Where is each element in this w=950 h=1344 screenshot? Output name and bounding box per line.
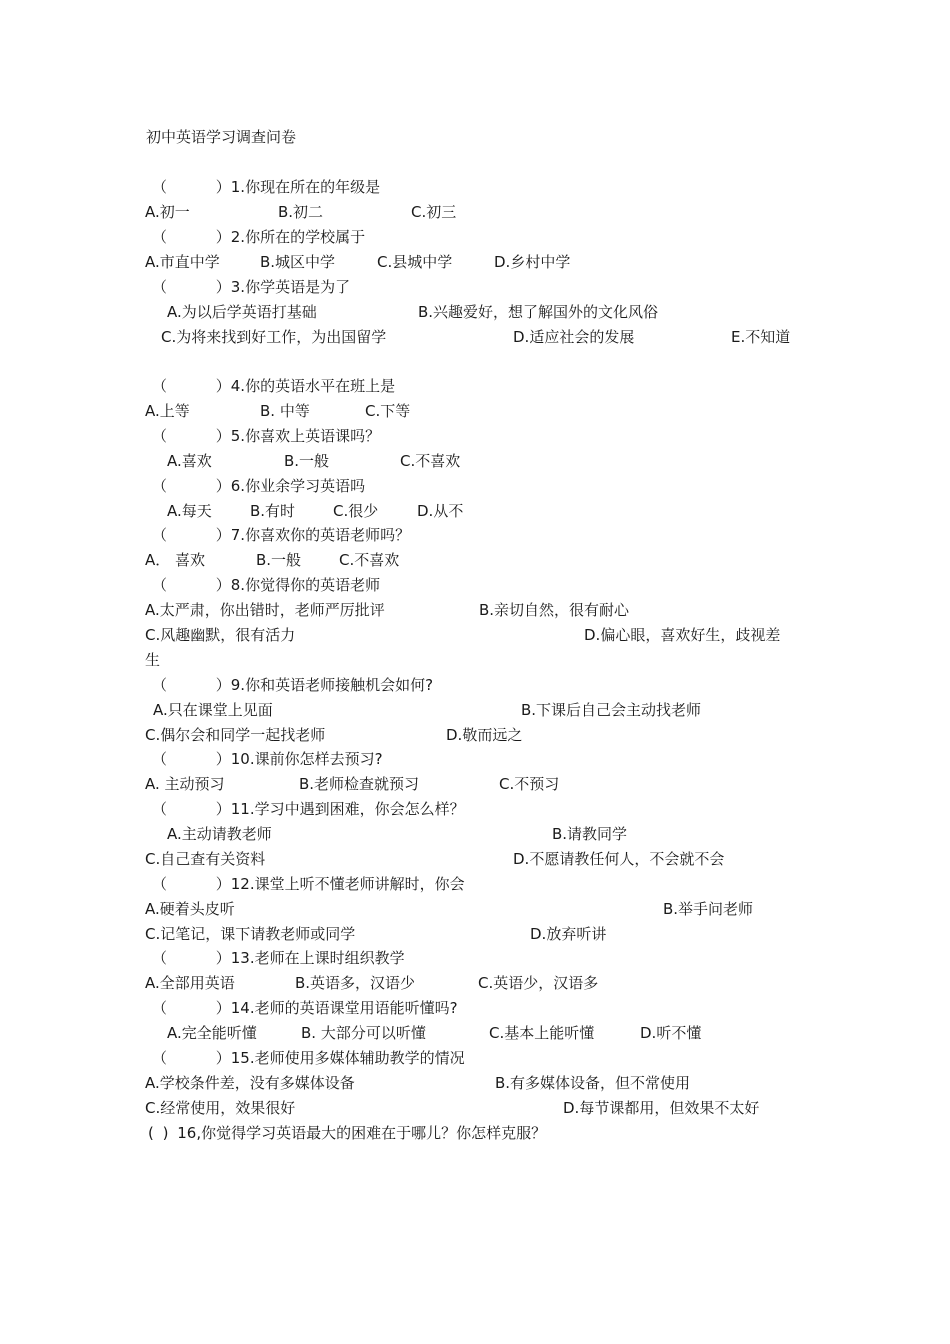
question-6-option-b: B.有时 xyxy=(250,502,296,520)
question-5-option-c: C.不喜欢 xyxy=(400,452,461,470)
question-8-option-a: A.太严肃，你出错时，老师严厉批评 xyxy=(145,601,385,619)
question-6-option-d: D.从不 xyxy=(417,502,464,520)
question-13-option-c: C.英语少，汉语多 xyxy=(478,974,599,992)
question-2-option-a: A.市直中学 xyxy=(145,253,220,271)
question-12-option-b: B.举手问老师 xyxy=(663,900,754,918)
question-9-option-d: D.敬而远之 xyxy=(446,726,523,744)
question-9-stem: （ ）9.你和英语老师接触机会如何? xyxy=(152,676,434,694)
question-4-option-b: B. 中等 xyxy=(260,402,310,420)
question-7-option-b: B.一般 xyxy=(256,551,302,569)
question-10-option-c: C.不预习 xyxy=(499,775,560,793)
question-3-option-c: C.为将来找到好工作，为出国留学 xyxy=(161,328,387,346)
question-10-option-a: A. 主动预习 xyxy=(145,775,225,793)
question-1-stem: （ ）1.你现在所在的年级是 xyxy=(152,178,381,196)
question-2-option-c: C.县城中学 xyxy=(377,253,453,271)
question-9-option-c: C.偶尔会和同学一起找老师 xyxy=(145,726,326,744)
question-11-option-b: B.请教同学 xyxy=(552,825,628,843)
question-9-option-b: B.下课后自己会主动找老师 xyxy=(521,701,702,719)
question-10-option-b: B.老师检查就预习 xyxy=(299,775,420,793)
question-3-stem: （ ）3.你学英语是为了 xyxy=(152,278,351,296)
question-9-option-a: A.只在课堂上见面 xyxy=(153,701,273,719)
question-11-stem: （ ）11.学习中遇到困难，你会怎么样？ xyxy=(152,800,465,818)
question-2-stem: （ ）2.你所在的学校属于 xyxy=(152,228,366,246)
question-3-option-a: A.为以后学英语打基础 xyxy=(167,303,317,321)
question-3-option-b: B.兴趣爱好，想了解国外的文化风俗 xyxy=(418,303,659,321)
question-16-stem: ( ) 16,你觉得学习英语最大的困难在于哪儿？你怎样克服？ xyxy=(148,1124,547,1142)
question-13-option-a: A.全部用英语 xyxy=(145,974,235,992)
question-14-stem: （ ）14.老师的英语课堂用语能听懂吗? xyxy=(152,999,458,1017)
question-2-option-d: D.乡村中学 xyxy=(494,253,571,271)
question-7-option-a: A． 喜欢 xyxy=(145,551,206,569)
question-15-option-a: A.学校条件差，没有多媒体设备 xyxy=(145,1074,355,1092)
question-5-option-b: B.一般 xyxy=(284,452,330,470)
question-14-option-a: A.完全能听懂 xyxy=(167,1024,257,1042)
question-12-option-d: D.放弃听讲 xyxy=(530,925,607,943)
question-6-option-a: A.每天 xyxy=(167,502,212,520)
question-3-option-d: D.适应社会的发展 xyxy=(513,328,635,346)
question-5-option-a: A.喜欢 xyxy=(167,452,212,470)
question-10-stem: （ ）10.课前你怎样去预习? xyxy=(152,750,383,768)
question-12-option-c: C.记笔记，课下请教老师或同学 xyxy=(145,925,356,943)
question-7-stem: （ ）7.你喜欢你的英语老师吗？ xyxy=(152,526,411,544)
question-6-stem: （ ）6.你业余学习英语吗 xyxy=(152,477,366,495)
question-15-option-b: B.有多媒体设备，但不常使用 xyxy=(495,1074,691,1092)
question-3-option-e: E.不知道 xyxy=(731,328,791,346)
question-4-option-c: C.下等 xyxy=(365,402,411,420)
question-15-option-d: D.每节课都用，但效果不太好 xyxy=(563,1099,760,1117)
question-11-option-c: C.自己查有关资料 xyxy=(145,850,266,868)
question-15-stem: （ ）15.老师使用多媒体辅助教学的情况 xyxy=(152,1049,465,1067)
question-14-option-c: C.基本上能听懂 xyxy=(489,1024,595,1042)
question-13-stem: （ ）13.老师在上课时组织教学 xyxy=(152,949,405,967)
question-8-option-c: C.风趣幽默，很有活力 xyxy=(145,626,296,644)
question-13-option-b: B.英语多，汉语少 xyxy=(295,974,416,992)
question-4-stem: （ ）4.你的英语水平在班上是 xyxy=(152,377,396,395)
question-11-option-a: A.主动请教老师 xyxy=(167,825,272,843)
question-12-option-a: A.硬着头皮听 xyxy=(145,900,235,918)
question-14-option-d: D.听不懂 xyxy=(640,1024,702,1042)
question-1-option-b: B.初二 xyxy=(278,203,324,221)
question-7-option-c: C.不喜欢 xyxy=(339,551,400,569)
question-4-option-a: A.上等 xyxy=(145,402,190,420)
question-1-option-a: A.初一 xyxy=(145,203,190,221)
question-12-stem: （ ）12.课堂上听不懂老师讲解时，你会 xyxy=(152,875,465,893)
question-8-option-d-continued: 生 xyxy=(145,651,161,669)
question-8-option-b: B.亲切自然，很有耐心 xyxy=(479,601,630,619)
question-8-stem: （ ）8.你觉得你的英语老师 xyxy=(152,576,381,594)
question-8-option-d: D.偏心眼，喜欢好生，歧视差 xyxy=(584,626,781,644)
question-14-option-b: B. 大部分可以听懂 xyxy=(301,1024,426,1042)
question-11-option-d: D.不愿请教任何人，不会就不会 xyxy=(513,850,725,868)
question-6-option-c: C.很少 xyxy=(333,502,379,520)
question-5-stem: （ ）5.你喜欢上英语课吗？ xyxy=(152,427,381,445)
document-title: 初中英语学习调查问卷 xyxy=(146,128,297,146)
question-15-option-c: C.经常使用，效果很好 xyxy=(145,1099,296,1117)
question-1-option-c: C.初三 xyxy=(411,203,457,221)
question-2-option-b: B.城区中学 xyxy=(260,253,336,271)
